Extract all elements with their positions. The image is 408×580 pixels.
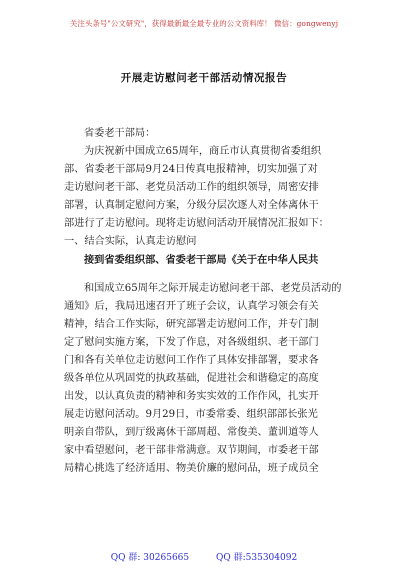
body-line: 一、结合实际，认真走访慰问	[64, 236, 197, 247]
body-line: 部、省委老干部局9月24日传真电报精神，切实加强了对	[64, 164, 318, 175]
body-line: 级各单位从巩固党的执政基础，促进社会和谐稳定的高度	[64, 373, 319, 384]
body-line: 走访慰问老干部、老党员活动工作的组织领导，周密安排	[64, 182, 319, 193]
header-notice: 关注头条号"公文研究"，获得最新最全最专业的公文资料库！ 微信：gongwenyj	[69, 19, 339, 28]
qq-group-1: QQ 群: 30265665	[110, 553, 190, 563]
body-line: 门和各有关单位走访慰问工作作了具体安排部署，要求各	[64, 355, 319, 366]
qq-group-2: QQ 群:535304092	[216, 553, 298, 563]
body-line: 通知》后，我局迅速召开了班子会议，认真学习领会有关	[64, 301, 319, 312]
body-line: 明亲自带队，到厅级离休干部周超、常俊美、董训道等人	[64, 427, 319, 438]
document-title: 开展走访慰问老干部活动情况报告	[120, 72, 288, 84]
salutation: 省委老干部局：	[84, 128, 156, 139]
body-line: 家中看望慰问，老干部非常满意。双节期间，市委老干部	[64, 445, 319, 456]
body-line: 展走访慰问活动。9月29日，市委常委、组织部部长张光	[64, 409, 318, 420]
body-line: 部署，认真制定慰问方案，分级分层次逐人对全体离休干	[64, 200, 319, 211]
body-line: 局精心挑选了经济适用、物美价廉的慰问品，班子成员全	[64, 463, 319, 474]
body-line: 精神，结合工作实际，研究部署走访慰问工作，并专门制	[64, 319, 319, 330]
body-line: 部进行了走访慰问。现将走访慰问活动开展情况汇报如下：	[64, 218, 329, 229]
body-line: 出发，以认真负责的精神和务实实效的工作作风，扎实开	[64, 391, 319, 402]
section-heading: 接到省委组织部、省委老干部局《关于在中华人民共	[84, 254, 319, 266]
body-line: 和国成立65周年之际开展走访慰问老干部、老党员活动的	[84, 283, 342, 294]
footer-contact	[0, 550, 408, 563]
body-line: 定了慰问实施方案，下发了作息，对各级组织、老干部门	[64, 337, 319, 348]
body-line: 为庆祝新中国成立65周年，商丘市认真贯彻省委组织	[84, 146, 322, 157]
